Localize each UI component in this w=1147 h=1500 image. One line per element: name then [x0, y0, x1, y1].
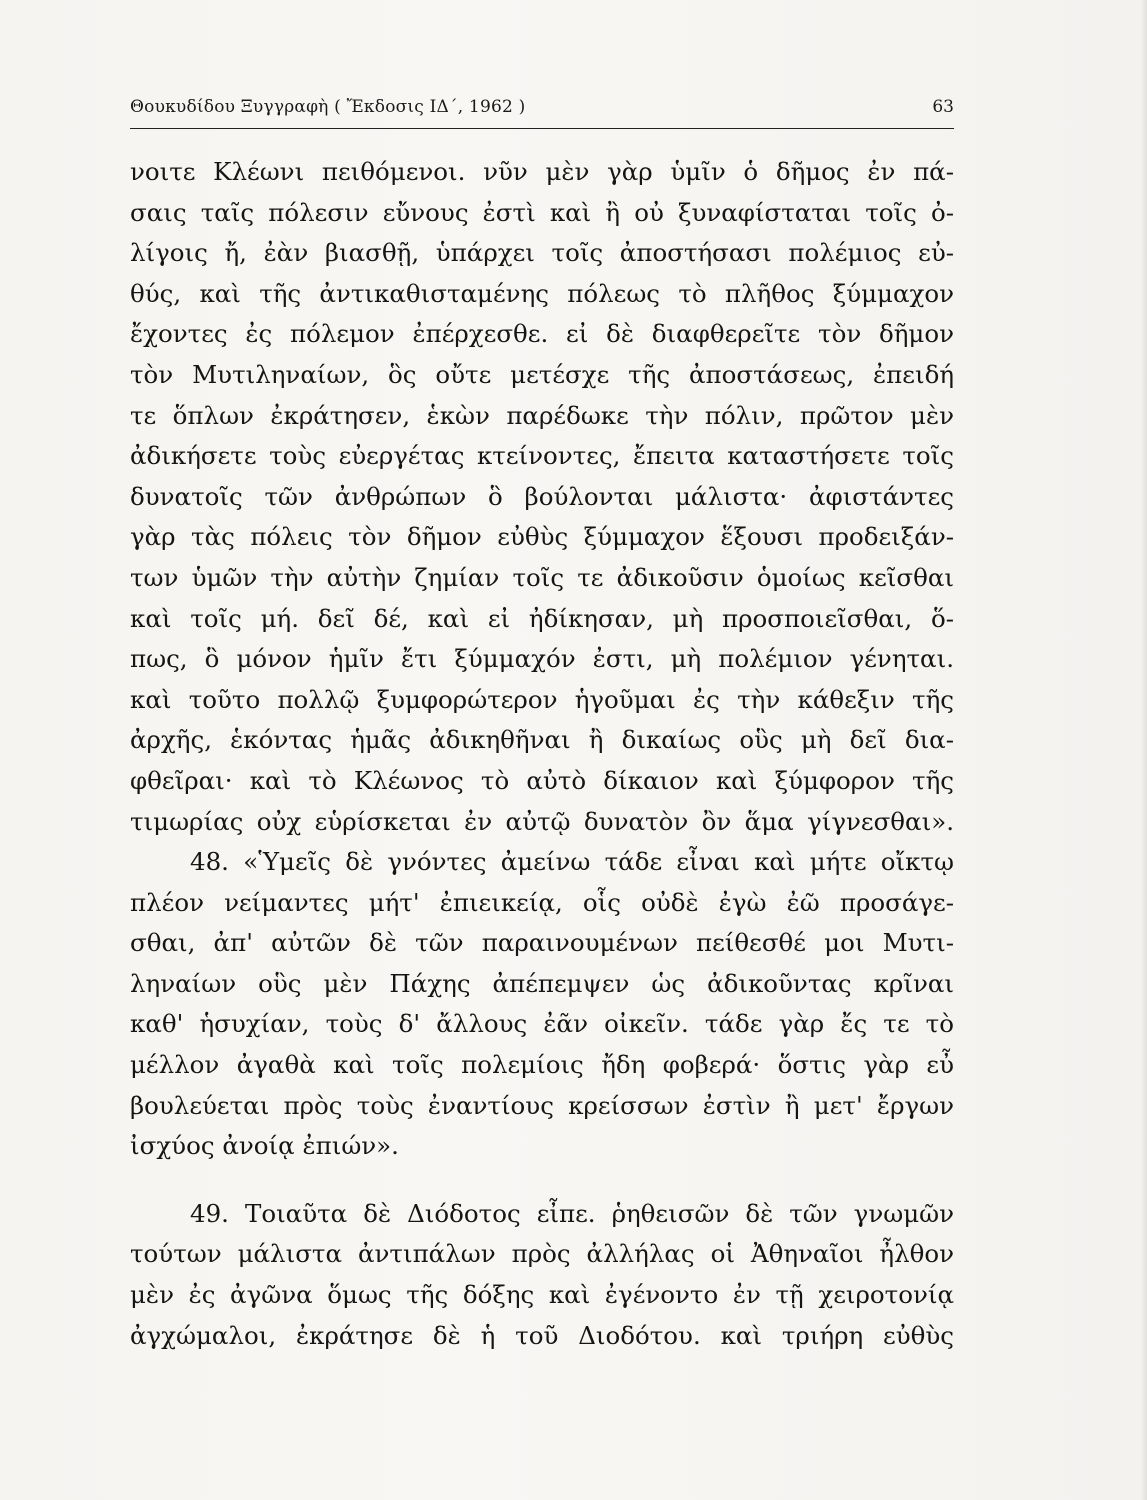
paragraph-48 [130, 842, 954, 1167]
text-line: φθεῖραι· καὶ τὸ Κλέωνος τὸ αὐτὸ δίκαιον καὶ ξύμφορον τῆς [130, 765, 954, 795]
text-line: ληναίων οὓς μὲν Πάχης ἀπέπεμψεν ὡς ἀδικοῦντας κρῖναι [130, 968, 954, 998]
text-line: 48. «Ὑμεῖς δὲ γνόντες ἀμείνω τάδε εἶναι καὶ μήτε οἴκτῳ [190, 847, 954, 877]
text-line: νοιτε Κλέωνι πειθόμενοι. νῦν μὲν γὰρ ὑμῖν ὁ δῆμος ἐν πά- [130, 157, 954, 186]
text-line: λίγοις ἤ, ἐὰν βιασθῇ, ὑπάρχει τοῖς ἀποστήσασι πολέμιος εὐ- [130, 238, 954, 268]
text-line: πλέον νείμαντες μήτ' ἐπιεικείᾳ, οἷς οὐδὲ ἐγὼ ἐῶ προσάγε- [130, 887, 954, 917]
paragraph-continuation [130, 152, 954, 842]
text-line: σθαι, ἀπ' αὐτῶν δὲ τῶν παραινουμένων πείθεσθέ μοι Μυτι- [130, 928, 954, 958]
text-line: τε ὅπλων ἐκράτησεν, ἑκὼν παρέδωκε τὴν πόλιν, πρῶτον μὲν [130, 400, 954, 430]
text-line: ἔχοντες ἐς πόλεμον ἐπέρχεσθε. εἰ δὲ διαφθερεῖτε τὸν δῆμον [130, 319, 954, 349]
paragraph-gap [130, 1167, 954, 1194]
text-line: τὸν Μυτιληναίων, ὃς οὔτε μετέσχε τῆς ἀποστάσεως, ἐπειδή [130, 359, 954, 389]
text-line: γὰρ τὰς πόλεις τὸν δῆμον εὐθὺς ξύμμαχον ἕξουσι προδειξάν- [130, 522, 954, 552]
body-text [130, 152, 954, 1356]
running-header [130, 88, 954, 129]
text-line: σαις ταῖς πόλεσιν εὔνους ἐστὶ καὶ ἢ οὐ ξυναφίσταται τοῖς ὀ- [130, 197, 954, 227]
text-line: τιμωρίας οὐχ εὑρίσκεται ἐν αὐτῷ δυνατὸν ὂν ἅμα γίγνεσθαι». [130, 806, 954, 836]
text-line: τούτων μάλιστα ἀντιπάλων πρὸς ἀλλήλας οἱ Ἀθηναῖοι ἦλθον [130, 1239, 954, 1269]
text-line: θύς, καὶ τῆς ἀντικαθισταμένης πόλεως τὸ πλῆθος ξύμμαχον [130, 278, 954, 308]
text-line: των ὑμῶν τὴν αὐτὴν ζημίαν τοῖς τε ἀδικοῦσιν ὁμοίως κεῖσθαι [130, 562, 954, 592]
text-line: μέλλον ἀγαθὰ καὶ τοῖς πολεμίοις ἤδη φοβερά· ὅστις γὰρ εὖ [130, 1050, 954, 1080]
text-line: ἰσχύος ἀνοίᾳ ἐπιών». [130, 1131, 399, 1161]
text-line: καὶ τοῖς μή. δεῖ δέ, καὶ εἰ ἠδίκησαν, μὴ προσποιεῖσθαι, ὅ- [130, 603, 954, 633]
text-line: καθ' ἡσυχίαν, τοὺς δ' ἄλλους ἐᾶν οἰκεῖν. τάδε γὰρ ἔς τε τὸ [130, 1009, 954, 1039]
text-line: βουλεύεται πρὸς τοὺς ἐναντίους κρείσσων ἐστὶν ἢ μετ' ἔργων [130, 1090, 954, 1120]
paragraph-49 [130, 1194, 954, 1356]
page-number: 63 [932, 97, 954, 117]
page-edge-shadow [1141, 0, 1147, 1500]
text-line: δυνατοῖς τῶν ἀνθρώπων ὃ βούλονται μάλιστα· ἀφιστάντες [130, 481, 954, 511]
text-line: μὲν ἐς ἀγῶνα ὅμως τῆς δόξης καὶ ἐγένοντο ἐν τῇ χειροτονίᾳ [130, 1280, 954, 1310]
text-line: ἀγχώμαλοι, ἐκράτησε δὲ ἡ τοῦ Διοδότου. καὶ τριήρη εὐθὺς [130, 1320, 954, 1350]
text-line: πως, ὃ μόνον ἡμῖν ἔτι ξύμμαχόν ἐστι, μὴ πολέμιον γένηται. [130, 644, 954, 674]
header-title: Θουκυδίδου Ξυγγραφὴ ( Ἔκδοσις ΙΔ΄, 1962 ) [130, 97, 526, 117]
text-line: ἀδικήσετε τοὺς εὐεργέτας κτείνοντες, ἔπειτα καταστήσετε τοῖς [130, 441, 954, 471]
text-line: 49. Τοιαῦτα δὲ Διόδοτος εἶπε. ῥηθεισῶν δὲ τῶν γνωμῶν [190, 1198, 954, 1228]
text-line: καὶ τοῦτο πολλῷ ξυμφορώτερον ἡγοῦμαι ἐς τὴν κάθεξιν τῆς [130, 684, 954, 714]
text-line: ἀρχῆς, ἑκόντας ἡμᾶς ἀδικηθῆναι ἢ δικαίως οὓς μὴ δεῖ δια- [130, 725, 954, 755]
